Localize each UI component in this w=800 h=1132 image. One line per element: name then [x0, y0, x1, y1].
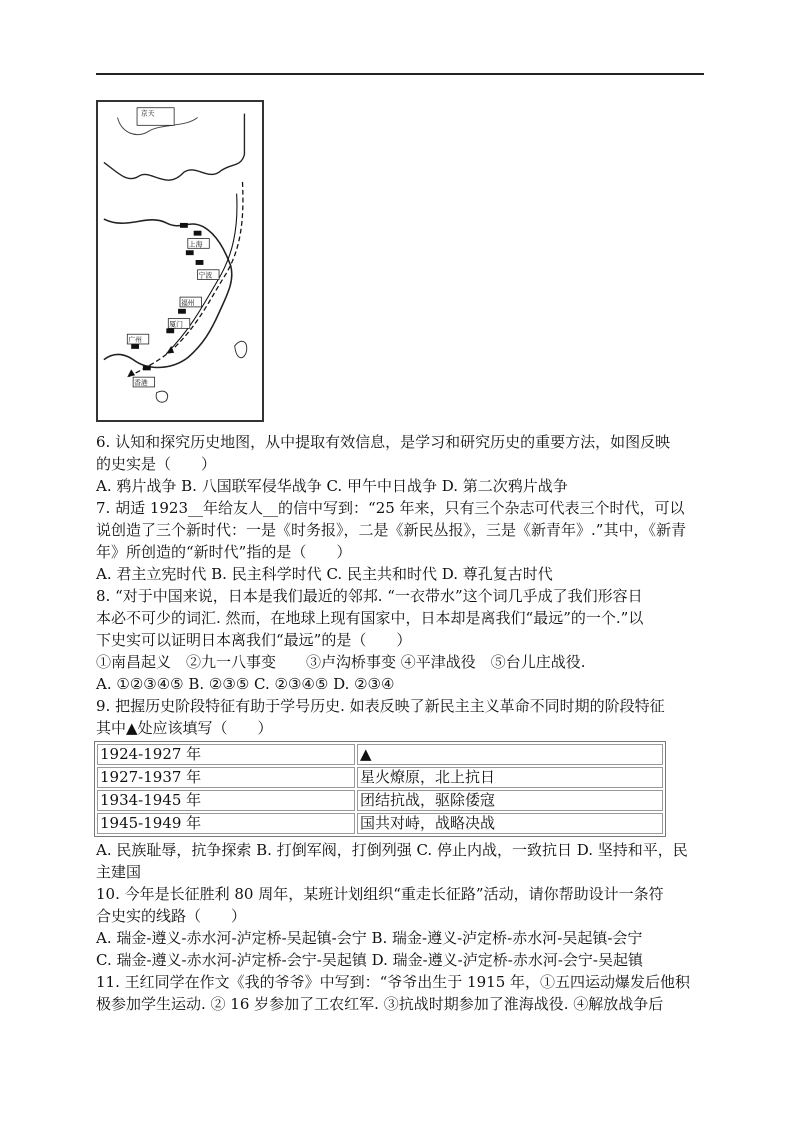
q8-line1: 8. “对于中国来说，日本是我们最近的邻邦. “一衣带水”这个词几乎成了我们形容日: [96, 587, 643, 605]
q7-options: A. 君主立宪时代 B. 民主科学时代 C. 民主共和时代 D. 尊孔复古时代: [96, 565, 553, 583]
question-body: [96, 431, 708, 1015]
q7-line2: 说创造了三个新时代：一是《时务报》，二是《新民丛报》，三是《新青年》.”其中，《新青: [96, 521, 686, 539]
q11-line2: 极参加学生运动. ② 16 岁参加了工农红军. ③抗战时期参加了淮海战役. ④解放战争后: [96, 995, 664, 1013]
map-label-hongkong: 香港: [134, 378, 148, 387]
map-label-jingtian: 京天: [140, 109, 155, 118]
table-cell-feature: 团结抗战，驱除倭寇: [357, 790, 663, 811]
table-row: [97, 744, 663, 765]
table-cell-period: 1945-1949 年: [97, 813, 355, 834]
table-row: [97, 790, 663, 811]
q7-line1: 7. 胡适 1923__年给友人__的信中写到：“25 年来，只有三个杂志可代表三个时代，可以: [96, 499, 685, 517]
map-label-ningbo: 宁波: [198, 271, 213, 280]
q8-items: ①南昌起义 ②九一八事变 ③卢沟桥事变 ④平津战役 ⑤台儿庄战役.: [96, 653, 586, 671]
map-label-fuzhou: 福州: [180, 298, 195, 307]
q10-line2: 合史实的线路（ ）: [96, 907, 247, 925]
q9-line2: 其中▲处应该填写（ ）: [96, 719, 273, 737]
table-cell-period: 1927-1937 年: [97, 767, 355, 788]
q8-options: A. ①②③④⑤ B. ②③⑤ C. ②③④⑤ D. ②③④: [96, 675, 395, 693]
table-cell-feature: 星火燎原，北上抗日: [357, 767, 663, 788]
table-cell-period: 1924-1927 年: [97, 744, 355, 765]
table-cell-feature: 国共对峙，战略决战: [357, 813, 663, 834]
q10-options-2: C. 瑞金-遵义-赤水河-泸定桥-会宁-吴起镇 D. 瑞金-遵义-泸定桥-赤水河-会宁-吴起镇: [96, 951, 643, 969]
q6-options: A. 鸦片战争 B. 八国联军侵华战争 C. 甲午中日战争 D. 第二次鸦片战争: [96, 477, 568, 495]
map-label-guangzhou: 广州: [128, 336, 142, 345]
map-drawing: [98, 102, 262, 420]
stage-table: [94, 741, 666, 837]
historical-map: [96, 100, 264, 422]
q6-line2: 的史实是（ ）: [96, 455, 217, 473]
q9-options-2: 主建国: [96, 863, 142, 881]
q7-line3: 年》所创造的“新时代”指的是（ ）: [96, 543, 352, 561]
map-label-shanghai: 上海: [188, 240, 203, 249]
table-cell-period: 1934-1945 年: [97, 790, 355, 811]
table-cell-feature: ▲: [357, 744, 663, 765]
q8-line3: 下史实可以证明日本离我们“最远”的是（ ）: [96, 631, 412, 649]
q9-options-1: A. 民族耻辱，抗争探索 B. 打倒军阀，打倒列强 C. 停止内战，一致抗日 D. 坚持和平，民: [96, 841, 688, 859]
map-label-xiamen: 厦门: [169, 320, 183, 329]
q6-line1: 6. 认知和探究历史地图，从中提取有效信息，是学习和研究历史的重要方法，如图反映: [96, 433, 671, 451]
q8-line2: 本必不可少的词汇. 然而，在地球上现有国家中，日本却是离我们“最远”的一个.”以: [96, 609, 644, 627]
q10-line1: 10. 今年是长征胜利 80 周年，某班计划组织“重走长征路”活动，请你帮助设计一条符: [96, 885, 664, 903]
q10-options-1: A. 瑞金-遵义-赤水河-泸定桥-吴起镇-会宁 B. 瑞金-遵义-泸定桥-赤水河-吴起镇-会宁: [96, 929, 643, 947]
q9-line1: 9. 把握历史阶段特征有助于学号历史. 如表反映了新民主主义革命不同时期的阶段特征: [96, 697, 665, 715]
table-row: [97, 767, 663, 788]
header-rule: [96, 73, 704, 75]
q11-line1: 11. 王红同学在作文《我的爷爷》中写到：“爷爷出生于 1915 年，①五四运动爆发后他积: [96, 973, 691, 991]
table-row: [97, 813, 663, 834]
